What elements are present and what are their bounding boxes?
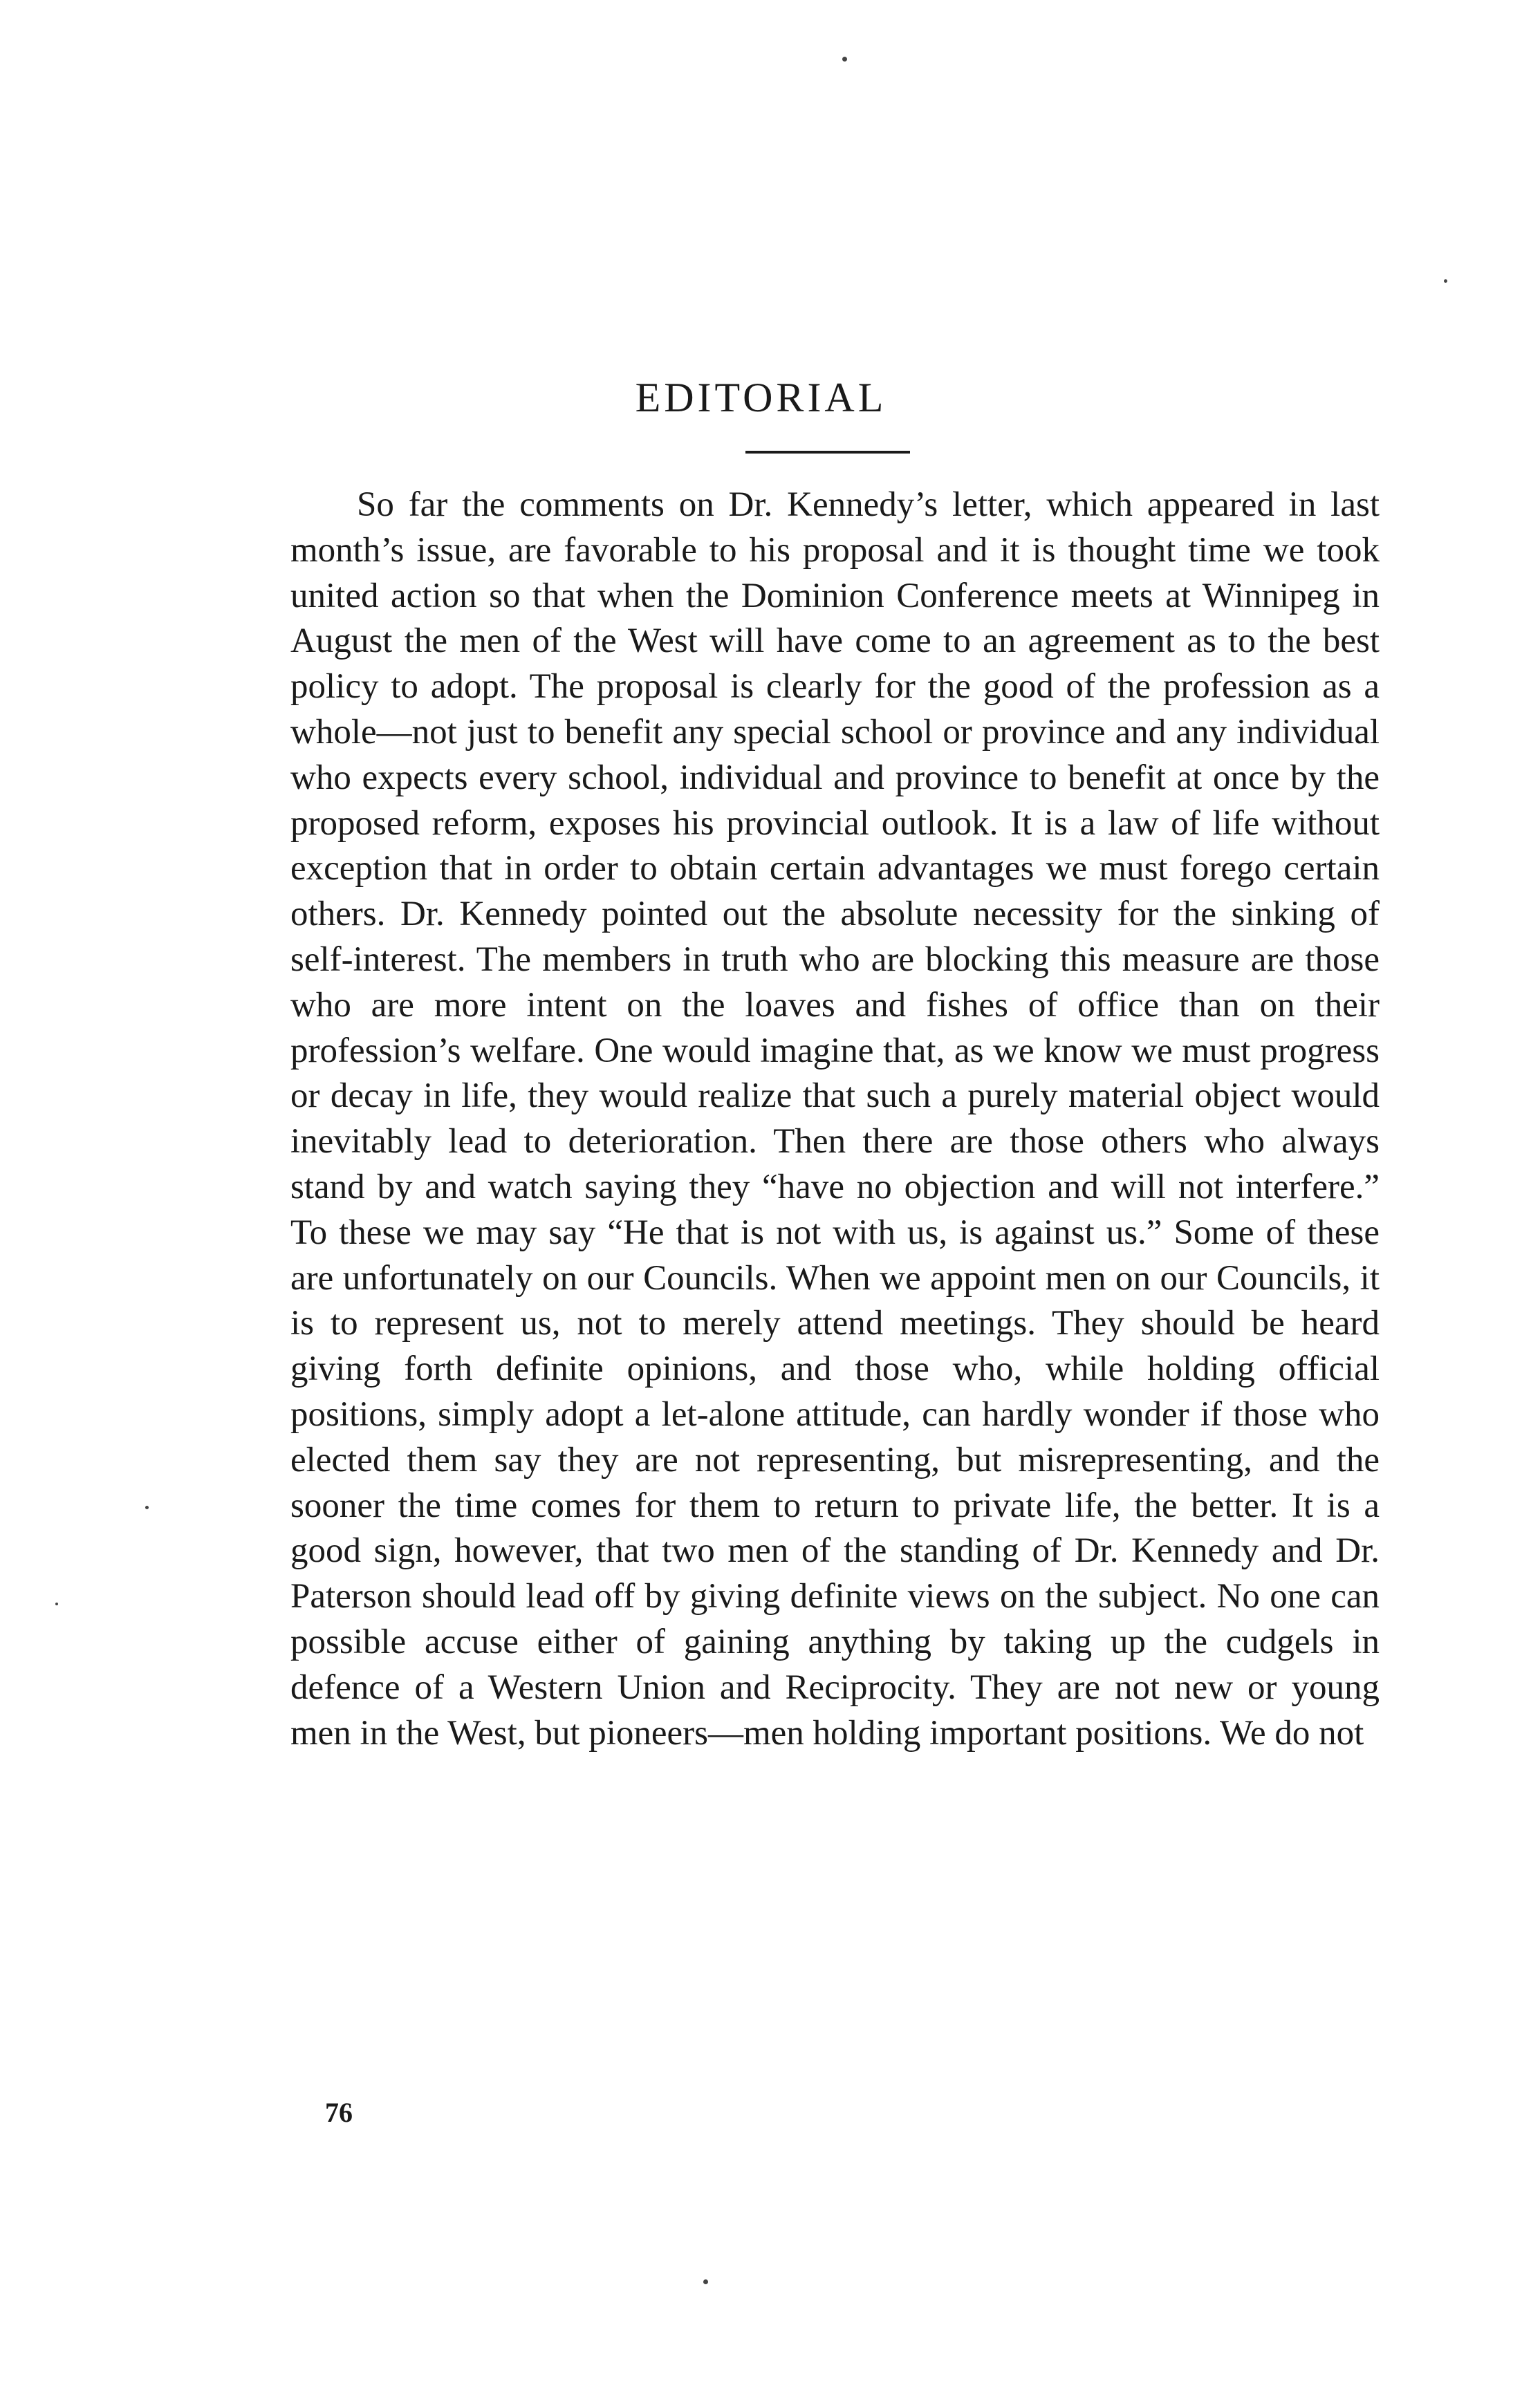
page-number: 76: [325, 2097, 353, 2128]
editorial-title: EDITORIAL: [635, 375, 887, 420]
editorial-body-text: So far the comments on Dr. Kennedy’s letter, which appeared in last month’s issue, are favorable to his proposal and it is thought time we took united action so that when the Dominion Conference meets at Winnipeg in August the men of the West will have come to an agreement as to the best policy to adopt. The proposal is clearly for the good of the profession as a whole—not just to benefit any special school or province and any individual who expects every school, individual and province to benefit at once by the proposed reform, exposes his provincial outlook. It is a law of life without exception that in order to obtain certain advantages we must forego certain others. Dr. Kennedy pointed out the absolute necessity for the sinking of self-interest. The members in truth who are blocking this measure are those who are more intent on the loaves and fishes of office than on their profession’s welfare. One would imagine that, as we know we must progress or decay in life, they would realize that such a purely material object would inevitably lead to deterioration. Then there are those others who always stand by and watch saying they “have no objection and will not interfere.” To these we may say “He that is not with us, is against us.” Some of these are unfortunately on our Councils. When we appoint men on our Councils, it is to represent us, not to merely attend meetings. They should be heard giving forth definite opinions, and those who, while holding official positions, simply adopt a let-alone attitude, can hardly wonder if those who elected them say they are not representing, but misrepresenting, and the sooner the time comes for them to return to private life, the better. It is a good sign, however, that two men of the standing of Dr. Kennedy and Dr. Paterson should lead off by giving definite views on the subject. No one can possible accuse either of gaining anything by taking up the cudgels in defence of a Western Union and Reciprocity. They are not new or young men in the West, but pioneers—men holding important positions. We do not: [290, 485, 1380, 1753]
scan-speck: [1444, 279, 1447, 283]
title-underline-rule: [745, 451, 910, 454]
scan-speck: [703, 2279, 708, 2284]
scan-speck: [55, 1603, 58, 1605]
scan-speck: [145, 1506, 149, 1509]
scan-speck: [842, 57, 847, 62]
